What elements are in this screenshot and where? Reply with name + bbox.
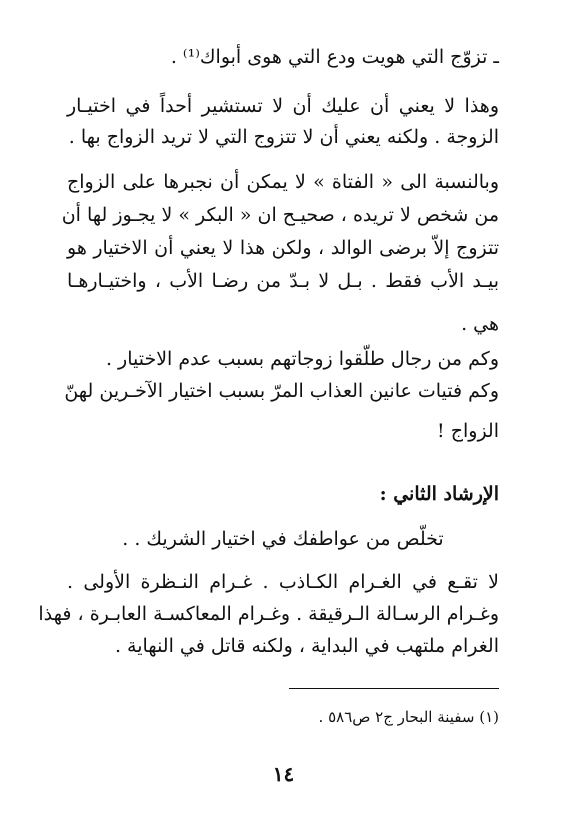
paragraph-line: وهذا لا يعني أن عليك أن لا تستشير أحداً في اختيـار — [67, 95, 499, 117]
paragraph-line: الزواج ! — [437, 420, 499, 442]
centered-line: تخلّص من عواطفك في اختيار الشريك . . — [122, 528, 444, 550]
footnote: (١) سفينة البحار ج٢ ص٥٨٦ . — [318, 708, 499, 726]
paragraph-line: لا تقـع في الغـرام الكـاذب . غـرام النـظرة الأولى . — [67, 571, 499, 593]
paragraph-line: وغـرام الرسـالة الـرقيقة . وغـرام المعاكسـة العابـرة ، فهذا — [38, 603, 499, 625]
page-number: ١٤ — [272, 762, 295, 786]
paragraph-line: وكم فتيات عانين العذاب المرّ بسبب اختيار الآخـرين لهنّ — [64, 380, 499, 402]
paragraph-line: الزوجة . ولكنه يعني أن لا تتزوج التي لا تريد الزواج بها . — [68, 126, 499, 148]
section-heading: الإرشاد الثاني : — [379, 483, 499, 505]
footnote-divider — [289, 688, 499, 689]
paragraph-line: الغرام ملتهب في البداية ، ولكنه قاتل في النهاية . — [114, 635, 499, 657]
paragraph-line: بيـد الأب فقط . بـل لا بـدّ من رضـا الأب ، واختيـارهـا — [67, 270, 499, 292]
paragraph-line: هي . — [461, 313, 499, 335]
paragraph-line: وكم من رجال طلّقوا زوجاتهم بسبب عدم الاختيار . — [105, 348, 499, 370]
poem-line: ـ تزوّج التي هويت ودع التي هوى أبواك⁽¹⁾ . — [170, 46, 499, 68]
paragraph-line: وبالنسبة الى « الفتاة » لا يمكن أن نجبرها على الزواج — [67, 171, 499, 193]
paragraph-line: تتزوج إلاّ برضى الوالد ، ولكن هذا لا يعني أن الاختيار هو — [67, 237, 499, 259]
paragraph-line: من شخص لا تريده ، صحيـح ان « البكر » لا يجـوز لها أن — [61, 204, 499, 226]
